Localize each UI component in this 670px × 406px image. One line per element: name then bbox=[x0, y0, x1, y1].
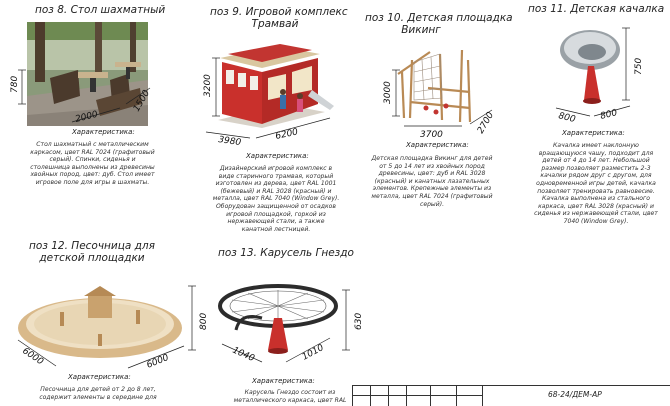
item-10-desc: Детская площадка Викинг для детей от 5 до 14 лет из хвойных пород древесины, цвет: дуб и RAL 3028 (красный) и канатных лазательных элементов. Крепежные элементы из металла, цвет RAL 7024 (графитовый серый). bbox=[371, 155, 493, 208]
item-13-desc: Карусель Гнездо состоит из металлического каркаса, цвет RAL bbox=[233, 389, 347, 404]
title-block-col-6 bbox=[482, 385, 483, 406]
title-block-col-1 bbox=[370, 385, 371, 406]
item-10-dim-height: 3000 bbox=[383, 81, 393, 104]
item-8-title: поз 8. Стол шахматный bbox=[35, 4, 166, 16]
item-8-dim-height: 780 bbox=[10, 75, 20, 93]
title-block-col-5 bbox=[456, 385, 457, 406]
item-12-dim-height: 800 bbox=[199, 312, 209, 330]
item-8-char-label: Характеристика: bbox=[72, 128, 135, 136]
item-10-char-label: Характеристика: bbox=[406, 141, 469, 149]
item-10-title-line2: Викинг bbox=[401, 24, 441, 36]
item-11-char-label: Характеристика: bbox=[562, 129, 625, 137]
item-9-desc: Дизайнерский игровой комплекс в виде старинного трамвая, который изготовлен из дерева, цвет RAL 1001 (бежевый) и RAL 3028 (красный) и металла, цвет RAL 7040 (Window Grey). Оборудован защищенной от осадков игровой площадкой, горкой из нержавеющей стали, а также канатной лестницей. bbox=[212, 165, 340, 233]
title-block-top-line bbox=[352, 385, 670, 386]
item-11-desc: Качалка имеет наклонную вращающуюся чашу, подходит для детей от 4 до 14 лет. Небольшой размер позволяет разместить 2-3 качалки рядом друг с другом, для одновременной игры детей, качалка позволяет тренировать равновесие. Качалка выполнена из стального каркаса, цвет RAL 3028 (красный) и сиденья из нержавеющей стали, цвет 7040 (Window Grey). bbox=[534, 142, 658, 225]
title-block-col-3 bbox=[406, 385, 407, 406]
item-11-dim-width-a: 800 bbox=[557, 111, 577, 126]
item-12-char-label: Характеристика: bbox=[68, 373, 131, 381]
title-block-col-4 bbox=[430, 385, 431, 406]
item-12-title-line2: детской площадки bbox=[39, 252, 145, 264]
item-12-dim-width-b: 6000 bbox=[145, 352, 171, 371]
item-10-dim-length: 3700 bbox=[420, 130, 443, 140]
item-10-title-line1: поз 10. Детская площадка bbox=[365, 12, 513, 24]
item-9-title-line1: поз 9. Игровой комплекс bbox=[210, 6, 348, 18]
item-9-title-line2: Трамвай bbox=[251, 18, 299, 30]
item-13-dim-height: 630 bbox=[354, 312, 364, 330]
item-10-dim-width: 2700 bbox=[475, 110, 497, 136]
item-8-dim-width: 1500 bbox=[131, 88, 153, 114]
item-13-dim-width-b: 1010 bbox=[300, 343, 326, 363]
item-12-desc: Песочница для детей от 2 до 8 лет, содержит элементы в середине для bbox=[39, 386, 157, 401]
item-12-title-line1: поз 12. Песочница для bbox=[29, 240, 155, 252]
item-11-title: поз 11. Детская качалка bbox=[528, 3, 665, 15]
item-13-char-label: Характеристика: bbox=[252, 377, 315, 385]
title-block-col-2 bbox=[388, 385, 389, 406]
item-9-char-label: Характеристика: bbox=[246, 152, 309, 160]
drawing-code: 68-24/ДЕМ-АР bbox=[548, 390, 602, 399]
item-9-dim-height: 3200 bbox=[203, 74, 213, 97]
item-11-dim-height: 750 bbox=[634, 57, 644, 75]
item-9-dim-width: 3980 bbox=[217, 135, 242, 149]
title-block-left-edge bbox=[352, 385, 353, 406]
item-9-dim-length: 6200 bbox=[274, 127, 300, 142]
title-block-mid-line bbox=[352, 395, 482, 396]
item-13-title: поз 13. Карусель Гнездо bbox=[218, 247, 354, 259]
item-13-dim-width-a: 1040 bbox=[230, 345, 256, 365]
item-11-dim-width-b: 800 bbox=[599, 108, 619, 122]
item-8-desc: Стол шахматный с металлическим каркасом, цвет RAL 7024 (графитовый серый). Спинки, сиденья и столешница выполнены из древесины хвойных пород, цвет: дуб. Стол имеет игровое поле для игры в шахматы. bbox=[30, 141, 155, 186]
item-12-dim-width-a: 6000 bbox=[20, 346, 45, 368]
item-8-dim-length: 2000 bbox=[74, 109, 99, 125]
